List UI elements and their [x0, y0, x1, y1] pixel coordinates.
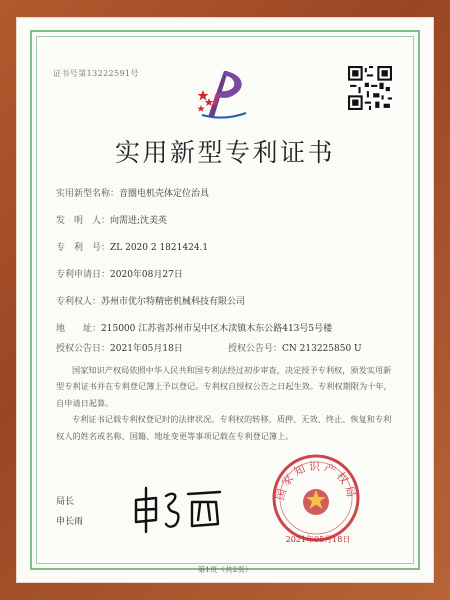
page-number: 第1页（共2页） — [197, 565, 253, 574]
director-signature-icon — [130, 480, 225, 540]
field-address: 地 址：215000 江苏省苏州市吴中区木渎镇木东公路413号5号楼 — [56, 324, 333, 334]
note-paragraph: 专利证书记载专利权登记时的法律状况。专利权的转移、质押、无效、终止、恢复和专利权人的姓名或名称、国籍、地址变更等事项记载在专利登记簿上。 — [56, 414, 392, 441]
field-utility-model-name: 实用新型名称：音圈电机壳体定位治具 — [56, 189, 210, 199]
official-seal-icon — [270, 452, 362, 544]
field-patentee: 专利权人：苏州市优尔特精密机械科技有限公司 — [56, 297, 246, 307]
director-title: 局长 — [56, 497, 75, 507]
seal-text: 国家知识产权局 — [273, 460, 359, 502]
field-application-date: 专利申请日：2020年08月27日 — [56, 270, 183, 280]
note-paragraph: 国家知识产权局依照中华人民共和国专利法经过初步审查，决定授予专利权，颁发实用新型专利证书并在专利登记簿上予以登记。专利权自授权公告之日起生效。专利权期限为十年，自申请日起算。 — [56, 365, 392, 408]
field-grant-announcement: 授权公告日：2021年05月18日 授权公告号：CN 213225850 U — [56, 344, 362, 354]
certificate-title: 实用新型专利证书 — [114, 138, 335, 167]
director-name: 申长雨 — [56, 517, 84, 527]
field-inventor: 发 明 人：向需进;沈美英 — [56, 216, 168, 226]
qr-code-icon — [348, 66, 392, 110]
certificate-notes — [56, 362, 396, 444]
seal-date: 2021年05月18日 — [285, 535, 351, 544]
patent-office-logo-icon — [194, 65, 254, 123]
certificate-number: 证书号第13222591号 — [53, 69, 139, 78]
field-patent-number: 专 利 号：ZL 2020 2 1821424.1 — [56, 243, 209, 253]
